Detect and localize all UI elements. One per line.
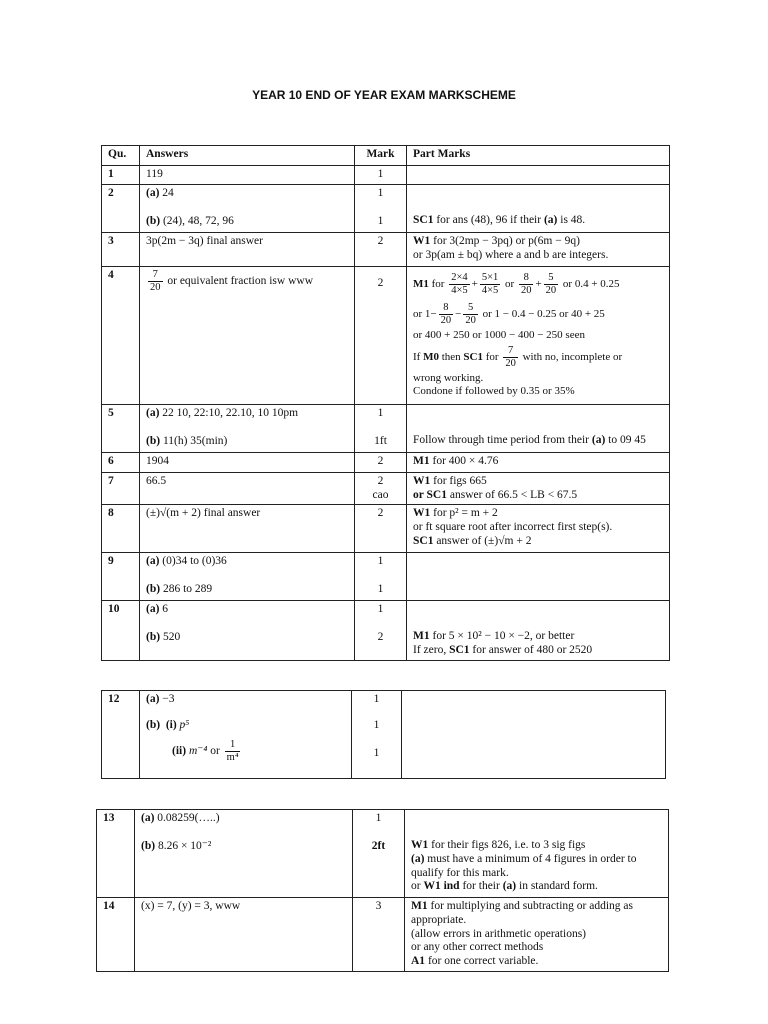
answer-cell: 3p(2m − 3q) final answer <box>140 232 355 266</box>
mark-cell: 3 <box>353 898 405 972</box>
part-marks-cell: M1 for $\frac{2\times 4}{4\times 5}$ + $\frac{5\times 1}{4\times 5}$ or $\frac{8}{20}$ + $\frac{5}{20}$ or 0.4 + 0.25 or 1− $\frac{8}{20}$ − $\frac{5}{20}$ or 1 − 0.4 − 0.25 or 40 + 25 or 400 + 250 or 1000 − 400 − 250 seen If M0 then SC1 for $\frac{7}{20}$ with no, incomplete or wrong working. Condone if followed by 0.35 or 35% <box>407 266 670 404</box>
mark-cell: 2 <box>355 452 407 472</box>
table-row <box>102 184 670 232</box>
part-marks-cell <box>407 553 670 601</box>
part-marks-cell: M1 for 5 × 10² − 10 × −2, or better If zero, SC1 for answer of 480 or 2520 <box>407 601 670 661</box>
page-title: YEAR 10 END OF YEAR EXAM MARKSCHEME <box>252 88 516 102</box>
part-marks-cell: Follow through time period from their (a) to 09 45 <box>407 404 670 452</box>
question-number: 2 <box>108 186 114 199</box>
answer-cell: $\frac{7}{20}$ or equivalent fraction isw www <box>140 266 355 404</box>
answer-cell: (a) 6 (b) 520 <box>140 601 355 661</box>
answer-cell: (a) 0.08259(…..) (b) 8.26 × 10⁻² <box>135 810 353 898</box>
table-row <box>102 601 670 661</box>
mark-cell: 2 <box>355 232 407 266</box>
mark-cell: 1 1 1 <box>352 691 402 779</box>
part-marks-cell: W1 for figs 665 or SC1 answer of 66.5 < LB < 67.5 <box>407 472 670 505</box>
part-marks-cell: M1 for multiplying and subtracting or adding as appropriate. (allow errors in arithmetic operations) or any other correct methods A1 for one correct variable. <box>405 898 669 972</box>
part-marks-cell: M1 for 400 × 4.76 <box>407 452 670 472</box>
part-marks-cell <box>402 691 666 779</box>
header-qu: Qu. <box>102 146 140 166</box>
table-row <box>102 553 670 601</box>
table-header-row <box>102 146 670 166</box>
table-row <box>97 898 669 972</box>
question-number: 12 <box>108 693 120 705</box>
question-number: 3 <box>108 234 114 247</box>
question-number: 1 <box>108 168 114 180</box>
part-marks-cell: W1 for p² = m + 2 or ft square root after incorrect first step(s). SC1 answer of (±)√m + 2 <box>407 505 670 553</box>
mark-cell: 2 cao <box>355 472 407 505</box>
mark-cell: 1 1 <box>355 184 407 232</box>
table-row <box>102 472 670 505</box>
question-number: 7 <box>108 474 114 487</box>
table-row <box>102 452 670 472</box>
answer-cell: (a) 22 10, 22:10, 22.10, 10 10pm (b) 11(h) 35(min) <box>140 404 355 452</box>
table-row <box>102 404 670 452</box>
markscheme-table-q12 <box>101 690 666 779</box>
part-marks-cell: W1 for their figs 826, i.e. to 3 sig figs (a) must have a minimum of 4 figures in order to qualify for this mark. or W1 ind for their (a) in standard form. <box>405 810 669 898</box>
table-row <box>102 266 670 404</box>
question-number: 9 <box>108 555 114 568</box>
question-number: 5 <box>108 406 114 419</box>
part-marks-cell <box>407 166 670 185</box>
table-row <box>102 691 666 779</box>
question-number: 10 <box>108 603 120 616</box>
mark-cell: 1 <box>355 166 407 185</box>
markscheme-table-q13-q14 <box>96 809 669 972</box>
answer-cell: (a) 24 (b) (24), 48, 72, 96 <box>140 184 355 232</box>
header-part-marks: Part Marks <box>407 146 670 166</box>
part-marks-cell: SC1 for ans (48), 96 if their (a) is 48. <box>407 184 670 232</box>
mark-cell: 1 2 <box>355 601 407 661</box>
table-row <box>102 166 670 185</box>
part-marks-cell: W1 for 3(2mp − 3pq) or p(6m − 9q) or 3p(am ± bq) where a and b are integers. <box>407 232 670 266</box>
mark-cell: 2 <box>355 505 407 553</box>
question-number: 14 <box>103 900 115 912</box>
header-mark: Mark <box>355 146 407 166</box>
header-answers: Answers <box>140 146 355 166</box>
markscheme-table-main <box>101 145 670 661</box>
mark-cell: 2 <box>355 266 407 404</box>
question-number: 6 <box>108 454 114 467</box>
table-row <box>102 232 670 266</box>
answer-cell: 66.5 <box>140 472 355 505</box>
mark-cell: 1 1 <box>355 553 407 601</box>
table-row <box>97 810 669 898</box>
answer-cell: 119 <box>140 166 355 185</box>
answer-cell: (a) −3 (b) (i) p⁵ (ii) m⁻⁴ or $\frac{1}{\text{m⁴}}$ <box>140 691 352 779</box>
table-row <box>102 505 670 553</box>
fraction: $\frac{7}{20}$ <box>150 268 161 293</box>
answer-cell: (x) = 7, (y) = 3, www <box>135 898 353 972</box>
answer-cell: (a) (0)34 to (0)36 (b) 286 to 289 <box>140 553 355 601</box>
question-number: 4 <box>108 268 114 281</box>
answer-cell: 1904 <box>140 452 355 472</box>
mark-cell: 1 1ft <box>355 404 407 452</box>
question-number: 13 <box>103 812 115 824</box>
question-number: 8 <box>108 507 114 520</box>
mark-cell: 1 2ft <box>353 810 405 898</box>
answer-cell: (±)√(m + 2) final answer <box>140 505 355 553</box>
